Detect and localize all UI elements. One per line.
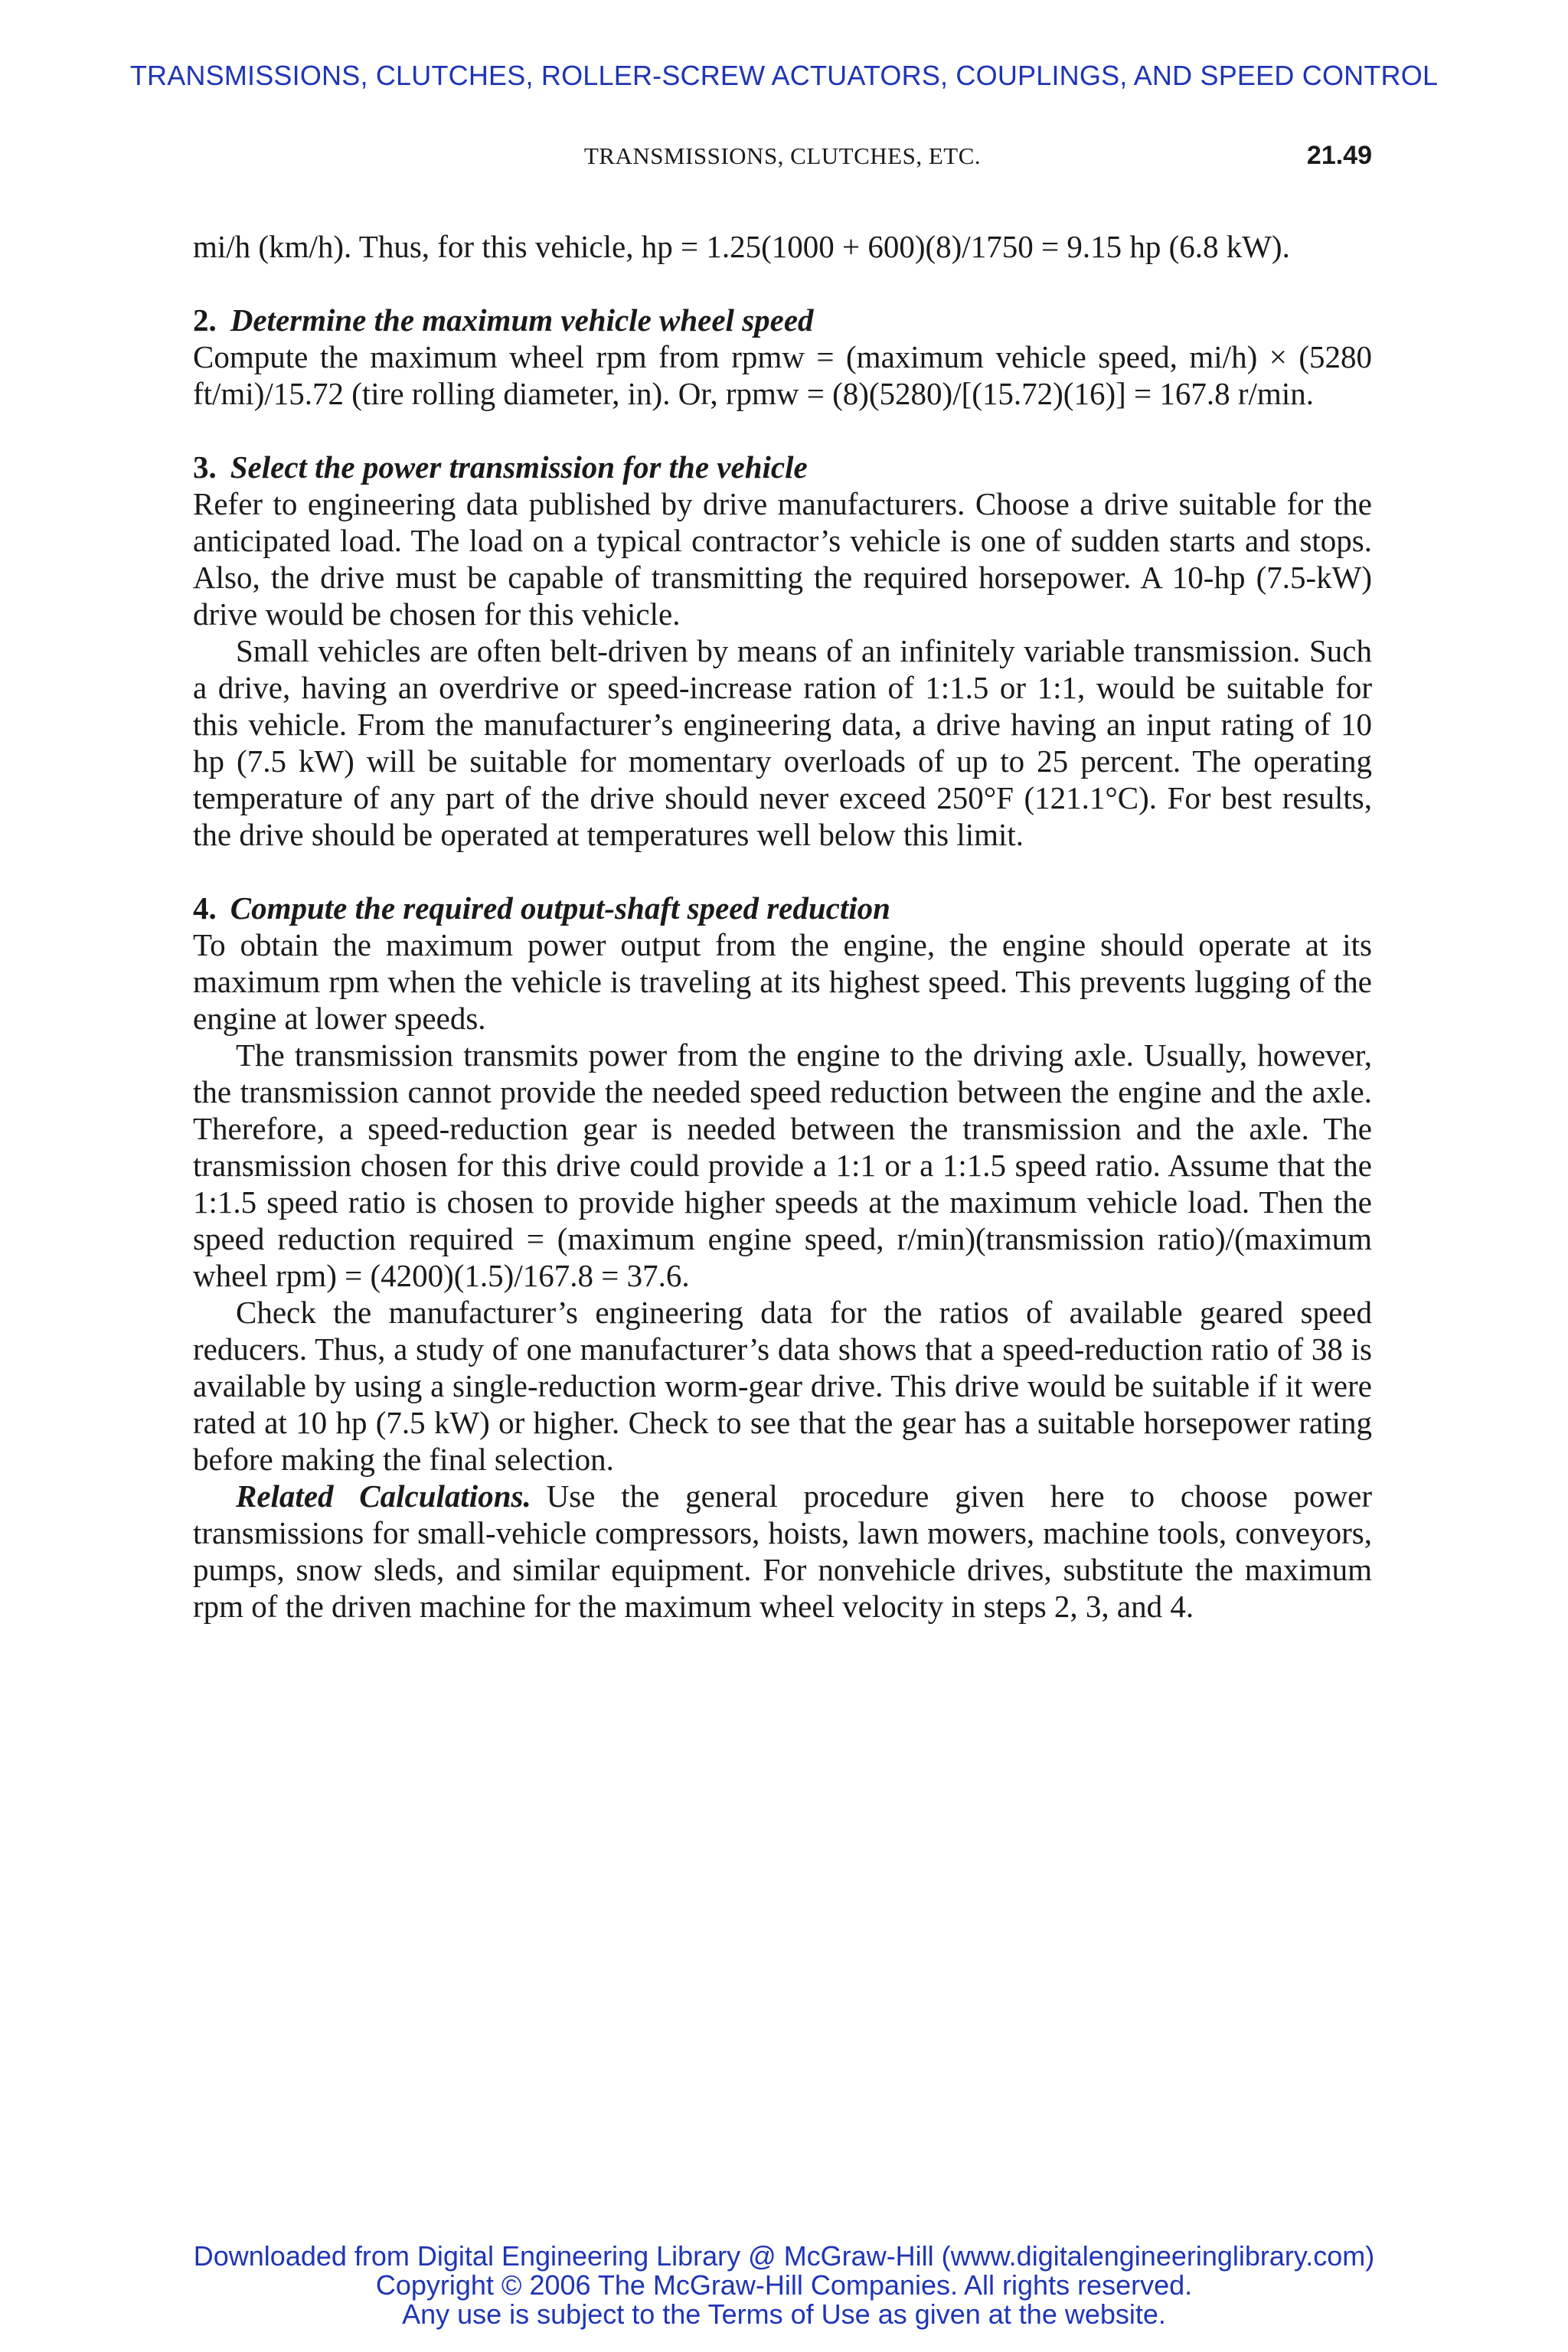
running-head <box>193 142 1372 181</box>
page-number: 21.49 <box>1306 141 1372 170</box>
footer-copyright-line: Copyright © 2006 The McGraw-Hill Companies. All rights reserved. <box>375 2269 1193 2301</box>
step-4-number: 4. <box>193 890 217 926</box>
download-footer <box>0 2242 1568 2329</box>
running-head-title: TRANSMISSIONS, CLUTCHES, ETC. <box>583 142 982 169</box>
section-gap <box>193 265 1372 302</box>
related-calculations-heading: Related Calculations. <box>236 1478 531 1514</box>
step-3-heading <box>193 449 1372 485</box>
section-gap <box>193 853 1372 890</box>
step-3-title: Select the power transmission for the vehicle <box>230 449 808 485</box>
step-2-heading <box>193 302 1372 338</box>
related-calculations-paragraph <box>193 1478 1372 1625</box>
step-2-number: 2. <box>193 302 217 338</box>
footer-terms-line[interactable]: Any use is subject to the Terms of Use as given at the website. <box>402 2298 1166 2330</box>
step-2-paragraph: Compute the maximum wheel rpm from rpmw = (maximum vehicle speed, mi/h) × (5280 ft/mi)/15.72 (tire rolling diameter, in). Or, rpmw = (8)(5280)/[(15.72)(16)] = 167.8 r/min. <box>193 339 1372 411</box>
step-2-title: Determine the maximum vehicle wheel speed <box>230 302 814 338</box>
step-4-paragraph-1: To obtain the maximum power output from the engine, the engine should operate at its maximum rpm when the vehicle is traveling at its highest speed. This prevents lugging of the engine at lower speeds. <box>193 927 1372 1036</box>
page-body <box>193 228 1372 1625</box>
step-4-paragraph-3: Check the manufacturer’s engineering data for the ratios of available geared speed reducers. Thus, a study of one manufacturer’s data shows that a speed-reduction ratio of 38 is available by using a single-reduction worm-gear drive. This drive would be suitable if it were rated at 10 hp (7.5 kW) or higher. Check to see that the gear has a suitable horsepower rating before making the final selection. <box>193 1295 1372 1477</box>
step-4-title: Compute the required output-shaft speed reduction <box>230 890 890 926</box>
related-calculations-text: Use the general procedure given here to choose power transmissions for small-vehicle compressors, hoists, lawn mowers, machine tools, conveyors, pumps, snow sleds, and similar equipment. For nonvehicle drives, substitute the maximum rpm of the driven machine for the maximum wheel velocity in steps 2, 3, and 4. <box>193 1478 1372 1624</box>
step-3-paragraph-2: Small vehicles are often belt-driven by means of an infinitely variable transmission. Such a drive, having an overdrive or speed-increase ration of 1:1.5 or 1:1, would be suitable for this vehicle. From the manufacturer’s engineering data, a drive having an input rating of 10 hp (7.5 kW) will be suitable for momentary overloads of up to 25 percent. The operating temperature of any part of the drive should never exceed 250°F (121.1°C). For best results, the drive should be operated at temperatures well below this limit. <box>193 633 1372 852</box>
step-4-paragraph-2: The transmission transmits power from the engine to the driving axle. Usually, however, the transmission cannot provide the needed speed reduction between the engine and the axle. Therefore, a speed-reduction gear is needed between the transmission and the axle. The transmission chosen for this drive could provide a 1:1 or a 1:1.5 speed ratio. Assume that the 1:1.5 speed ratio is chosen to provide higher speeds at the maximum vehicle load. Then the speed reduction required = (maximum engine speed, r/min)(transmission ratio)/(maximum wheel rpm) = (4200)(1.5)/167.8 = 37.6. <box>193 1037 1372 1293</box>
footer-download-line[interactable]: Downloaded from Digital Engineering Library @ McGraw-Hill (www.digitalengineeringlibrary.com) <box>193 2240 1375 2272</box>
step-3-paragraph-1: Refer to engineering data published by drive manufacturers. Choose a drive suitable for the anticipated load. The load on a typical contractor’s vehicle is one of sudden starts and stops. Also, the drive must be capable of transmitting the required horsepower. A 10-hp (7.5-kW) drive would be chosen for this vehicle. <box>193 486 1372 632</box>
step-4-heading <box>193 890 1372 926</box>
book-banner-title: TRANSMISSIONS, CLUTCHES, ROLLER-SCREW ACTUATORS, COUPLINGS, AND SPEED CONTROL <box>129 60 1439 91</box>
step-3-number: 3. <box>193 449 217 485</box>
intro-paragraph: mi/h (km/h). Thus, for this vehicle, hp = 1.25(1000 + 600)(8)/1750 = 9.15 hp (6.8 kW). <box>193 229 1290 264</box>
section-gap <box>193 412 1372 449</box>
